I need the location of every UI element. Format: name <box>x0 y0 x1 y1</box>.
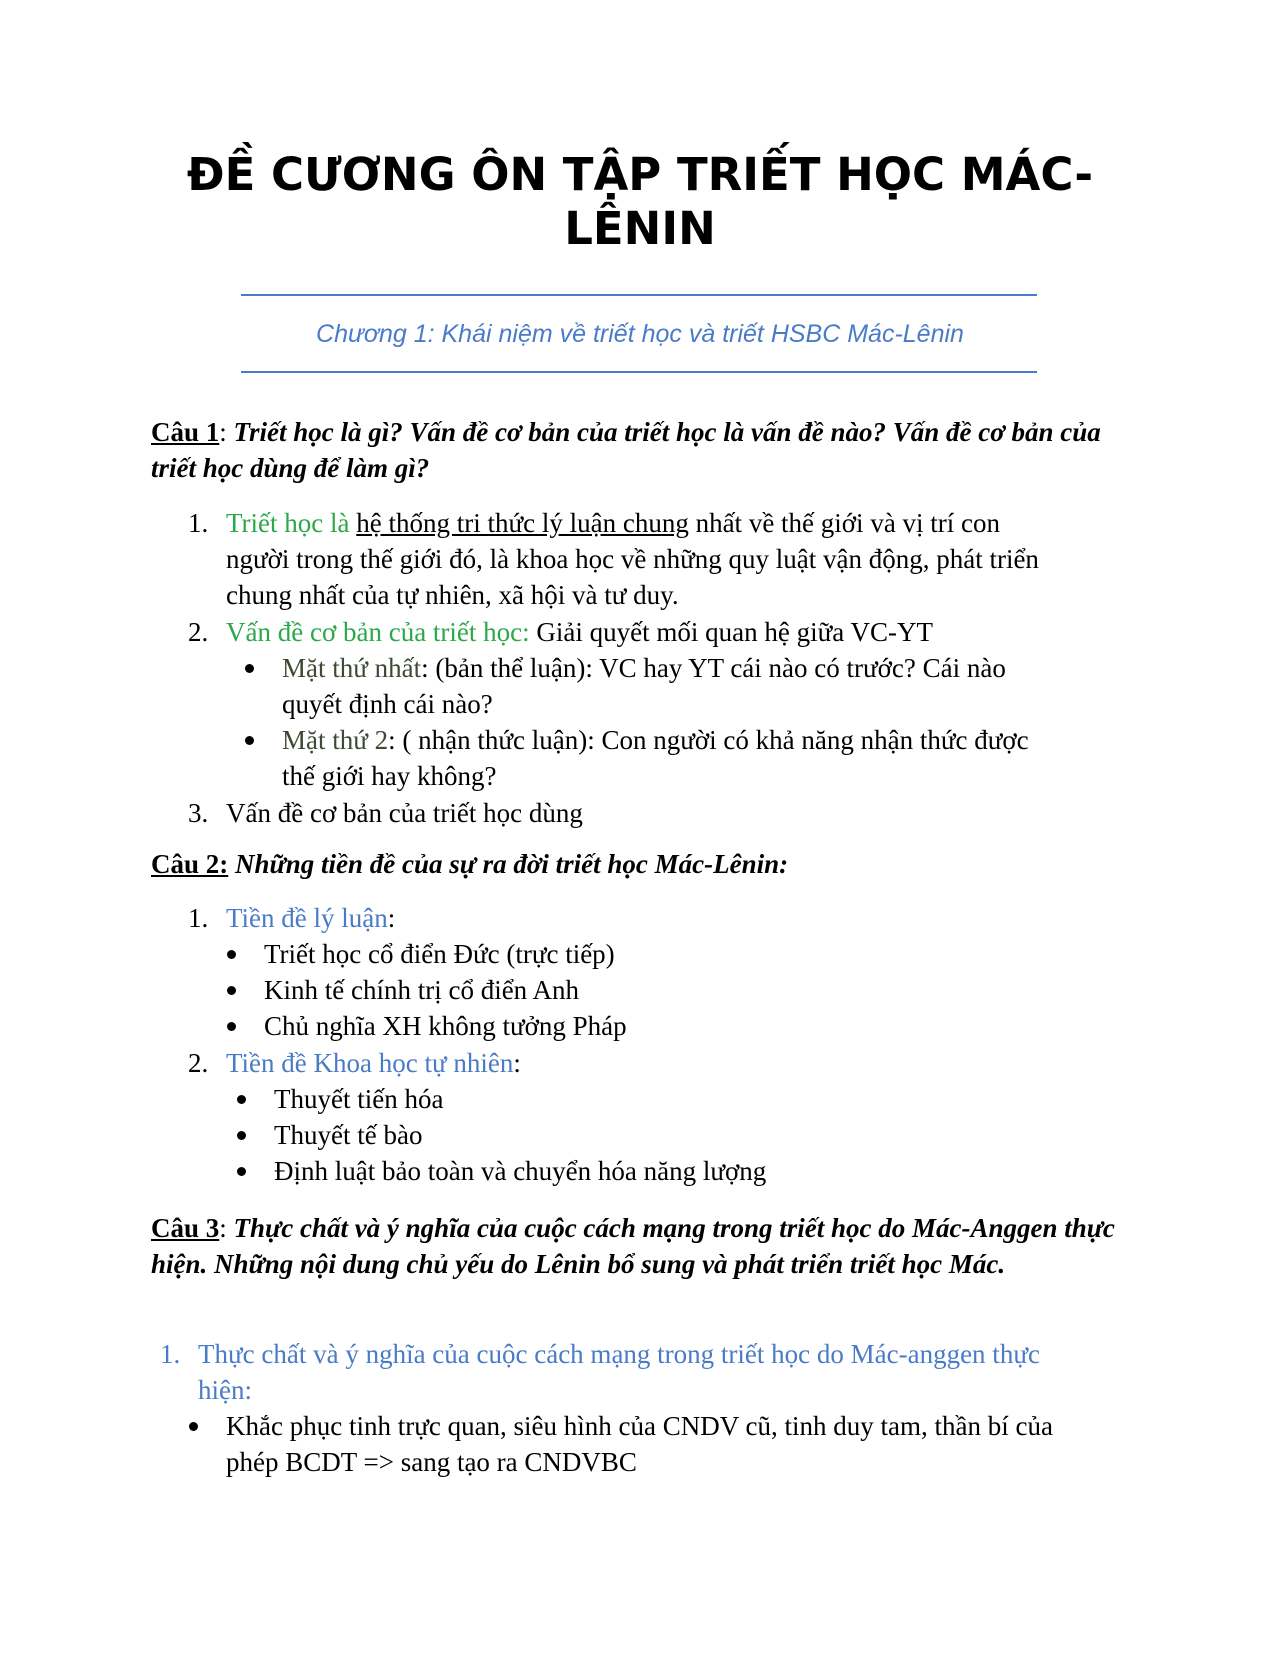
q2-item-1-sub-3: Chủ nghĩa XH không tưởng Pháp <box>264 1011 627 1041</box>
question-2-sep <box>228 849 235 879</box>
question-1 <box>151 414 1136 486</box>
q2-item-1-lead: Tiền đề lý luận <box>226 903 388 933</box>
question-3-label: Câu 3 <box>151 1213 220 1243</box>
bullet-dot <box>227 986 236 995</box>
q1-item-1-lead: Triết học là <box>226 508 357 538</box>
question-1-label: Câu 1 <box>151 417 220 447</box>
title-rule-top <box>241 294 1037 296</box>
title-rule-bottom <box>241 371 1037 373</box>
bullet-dot <box>227 1022 236 1031</box>
question-2 <box>151 846 1136 882</box>
q2-item-2-sub-1: Thuyết tiến hóa <box>274 1084 444 1114</box>
q1-item-3-line: Vấn đề cơ bản của triết học dùng <box>226 798 583 828</box>
question-3 <box>151 1210 1136 1282</box>
q2-item-1-line <box>226 900 395 936</box>
title-line-2: LÊNIN <box>564 202 716 255</box>
q1-item-2-number: 2. <box>188 617 209 647</box>
q3-item-1-line-2: hiện: <box>198 1375 252 1405</box>
q3-bullet-1-line-1: Khắc phục tinh trực quan, siêu hình của CNDV cũ, tinh duy tam, thần bí của <box>226 1411 1053 1441</box>
bullet-dot <box>189 1422 198 1431</box>
question-3-sep: : <box>219 1213 234 1243</box>
bullet-dot <box>227 950 236 959</box>
q1-item-1-underlined: hệ thống tri thức lý luận chung <box>356 508 689 538</box>
bullet-dot <box>237 1167 246 1176</box>
q1-sub-1-rest: : (bản thể luận): VC hay YT cái nào có trước? Cái nào <box>421 653 1006 683</box>
question-3-text: Thực chất và ý nghĩa của cuộc cách mạng trong triết học do Mác-Anggen thực hiện. Những nội dung chủ yếu do Lênin bổ sung và phát triển triết học Mác. <box>151 1213 1115 1279</box>
bullet-dot <box>245 664 254 673</box>
q1-item-1-line-3: chung nhất của tự nhiên, xã hội và tư duy. <box>226 580 679 610</box>
q1-sub-2-rest: : ( nhận thức luận): Con người có khả năng nhận thức được <box>388 725 1029 755</box>
q1-item-3-number: 3. <box>188 798 209 828</box>
q1-sub-2-lead: Mặt thứ 2 <box>282 725 389 755</box>
title-line-1: ĐỀ CƯƠNG ÔN TẬP TRIẾT HỌC MÁC- <box>186 148 1094 201</box>
q1-item-1-line-1 <box>226 505 1000 541</box>
q2-item-1-colon: : <box>387 903 396 933</box>
q1-sub-2-line-2: thế giới hay không? <box>282 761 497 791</box>
q2-item-2-sub-3: Định luật bảo toàn và chuyển hóa năng lượng <box>274 1156 767 1186</box>
q1-sub-1-line-2: quyết định cái nào? <box>282 689 493 719</box>
question-2-text: Những tiền đề của sự ra đời triết học Mác-Lênin: <box>235 849 789 879</box>
q1-item-2-rest: Giải quyết mối quan hệ giữa VC-YT <box>529 617 933 647</box>
q3-item-1-number: 1. <box>160 1339 181 1369</box>
q2-item-2-line <box>226 1045 521 1081</box>
q1-item-1-rest: nhất về thế giới và vị trí con <box>688 508 1001 538</box>
q1-item-1-number: 1. <box>188 508 209 538</box>
q1-item-2-line <box>226 614 933 650</box>
q2-item-2-sub-2: Thuyết tế bào <box>274 1120 423 1150</box>
bullet-dot <box>245 736 254 745</box>
q1-sub-2-line-1 <box>282 722 1029 758</box>
q1-item-2-lead: Vấn đề cơ bản của triết học: <box>226 617 530 647</box>
chapter-subtitle: Chương 1: Khái niệm về triết học và triết HSBC Mác-Lênin <box>316 320 964 348</box>
q2-item-1-sub-2: Kinh tế chính trị cổ điển Anh <box>264 975 579 1005</box>
q2-item-1-number: 1. <box>188 903 209 933</box>
bullet-dot <box>237 1131 246 1140</box>
bullet-dot <box>237 1095 246 1104</box>
q1-sub-1-line-1 <box>282 650 1006 686</box>
question-1-sep: : <box>219 417 234 447</box>
question-1-text: Triết học là gì? Vấn đề cơ bản của triết học là vấn đề nào? Vấn đề cơ bản của triết học dùng để làm gì? <box>151 417 1101 483</box>
q2-item-2-number: 2. <box>188 1048 209 1078</box>
document-title <box>150 148 1130 256</box>
q1-sub-1-lead: Mặt thứ nhất <box>282 653 422 683</box>
q3-bullet-1-line-2: phép BCDT => sang tạo ra CNDVBC <box>226 1447 637 1477</box>
q2-item-1-sub-1: Triết học cổ điển Đức (trực tiếp) <box>264 939 615 969</box>
q2-item-2-colon: : <box>513 1048 521 1078</box>
q1-item-1-line-2: người trong thế giới đó, là khoa học về những quy luật vận động, phát triển <box>226 544 1039 574</box>
q3-item-1-line-1: Thực chất và ý nghĩa của cuộc cách mạng trong triết học do Mác-anggen thực <box>198 1339 1040 1369</box>
question-2-label: Câu 2: <box>151 849 229 879</box>
q2-item-2-lead: Tiền đề Khoa học tự nhiên <box>226 1048 514 1078</box>
